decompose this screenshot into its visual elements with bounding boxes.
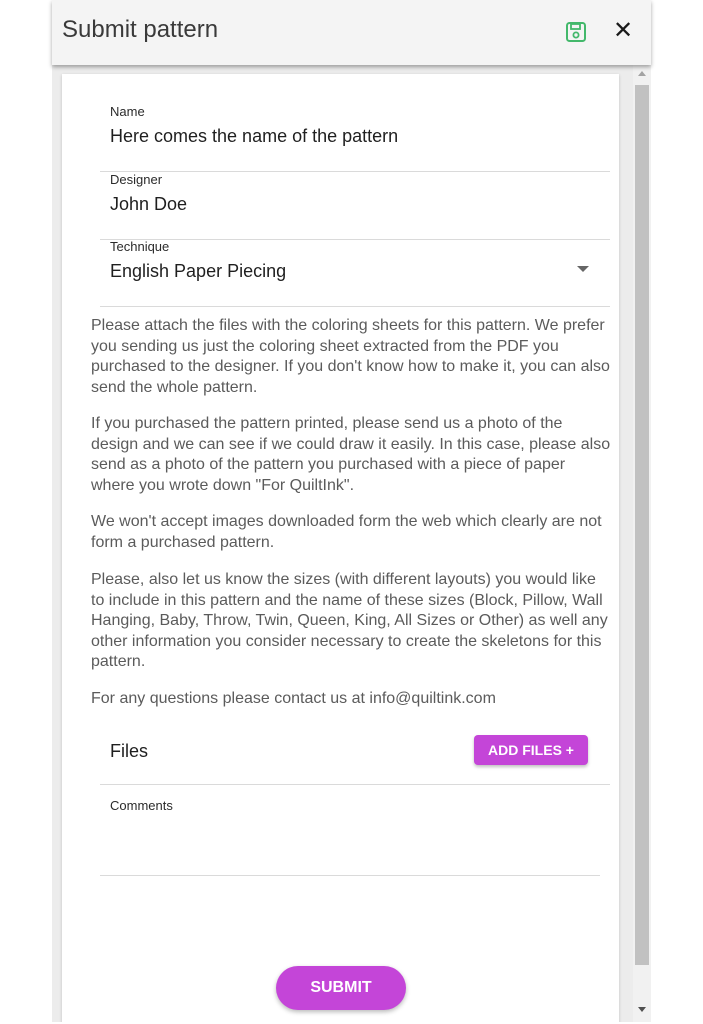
files-section [100, 729, 610, 785]
save-icon[interactable] [564, 20, 588, 44]
technique-select[interactable] [100, 239, 610, 307]
designer-field[interactable] [100, 172, 610, 240]
designer-label: Designer [110, 172, 163, 187]
scrollbar[interactable] [633, 65, 651, 1022]
designer-input[interactable]: John Doe [110, 194, 188, 214]
instructions-paragraph: We won't accept images downloaded form the web which clearly are not form a purchased pattern. [91, 513, 602, 551]
instructions-paragraph: Please, also let us know the sizes (with different layouts) you would like to include in this pattern and the name of these sizes (Block, Pillow, Wall Hanging, Baby, Throw, Twin, Queen, King, All Sizes or Other) as well any other information you consider necessary to create the skeletons for this pattern. [91, 571, 608, 670]
name-field[interactable] [100, 104, 610, 172]
name-input[interactable]: Here comes the name of the pattern [110, 126, 399, 146]
form-card [62, 74, 619, 1022]
technique-value[interactable]: English Paper Piecing [110, 261, 287, 281]
close-icon[interactable]: ✕ [612, 17, 634, 44]
add-files-button[interactable]: ADD FILES + [474, 735, 588, 765]
scrollbar-thumb[interactable] [635, 85, 649, 965]
dialog-content [52, 65, 651, 1022]
files-label: Files [110, 741, 149, 761]
technique-label: Technique [110, 239, 170, 254]
instructions-paragraph: If you purchased the pattern printed, please send us a photo of the design and we can see if we could draw it easily. In this case, please also send as a photo of the pattern you purchased with a piece of paper where you wrote down "For QuiltInk". [91, 415, 611, 494]
scroll-up-arrow-icon[interactable] [638, 71, 646, 76]
contact-paragraph: For any questions please contact us at info@quiltink.com [91, 690, 496, 707]
scroll-down-arrow-icon[interactable] [638, 1007, 646, 1012]
dialog-header [52, 0, 651, 65]
submit-button[interactable]: SUBMIT [276, 966, 406, 1010]
dialog-title: Submit pattern [62, 16, 219, 43]
dropdown-arrow-icon[interactable] [577, 266, 589, 272]
instructions-paragraph: Please attach the files with the coloring sheets for this pattern. We prefer you sending us just the coloring sheet extracted from the PDF you purchased to the designer. If you don't know how to make it, you can also send the whole pattern. [91, 317, 610, 396]
comments-input[interactable] [110, 818, 602, 874]
comments-label: Comments [110, 798, 173, 813]
name-label: Name [110, 104, 145, 119]
submit-pattern-dialog [52, 0, 651, 1024]
comments-field[interactable] [100, 794, 600, 876]
